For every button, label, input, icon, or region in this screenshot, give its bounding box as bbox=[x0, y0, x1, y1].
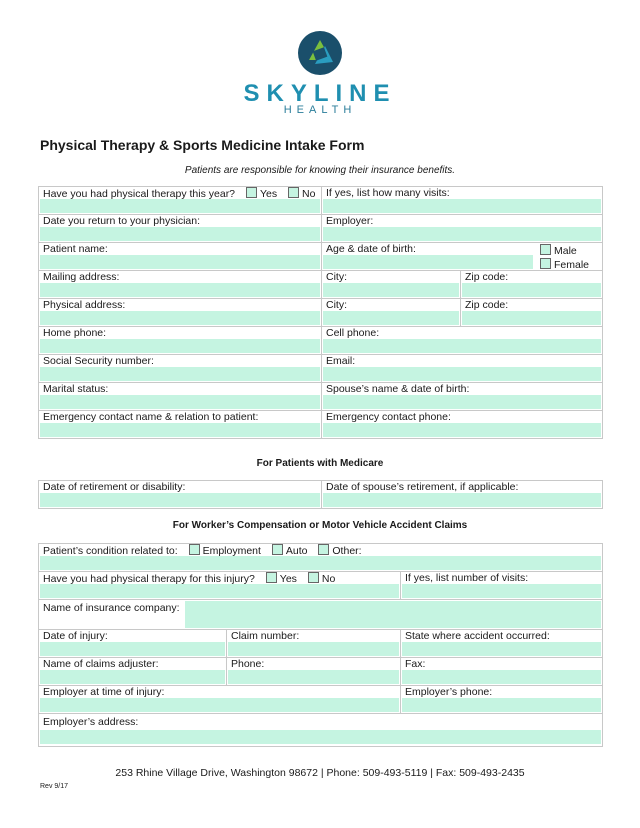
ssn-field[interactable] bbox=[40, 367, 320, 381]
emergency-phone-field[interactable] bbox=[323, 423, 601, 437]
employer-address-label: Employer’s address: bbox=[43, 716, 139, 728]
marital-label: Marital status: bbox=[43, 383, 109, 395]
state-field[interactable] bbox=[402, 642, 601, 656]
insurance-label: Name of insurance company: bbox=[43, 602, 180, 614]
retirement-label: Date of retirement or disability: bbox=[43, 481, 186, 493]
emergency-name-field[interactable] bbox=[40, 423, 320, 437]
insurance-field[interactable] bbox=[185, 601, 601, 628]
physical-field[interactable] bbox=[40, 311, 320, 325]
form-title: Physical Therapy & Sports Medicine Intake Form bbox=[40, 137, 365, 153]
email-field[interactable] bbox=[323, 367, 601, 381]
visits-field[interactable] bbox=[323, 199, 601, 213]
yes-label: Yes bbox=[259, 188, 278, 199]
injury-date-field[interactable] bbox=[40, 642, 225, 656]
physical-zip-label: Zip code: bbox=[465, 299, 509, 311]
workers-heading: For Worker’s Compensation or Motor Vehicle Accident Claims bbox=[172, 520, 468, 531]
no-label: No bbox=[302, 188, 316, 199]
condition-field[interactable] bbox=[40, 556, 601, 570]
fax-label: Fax: bbox=[405, 658, 426, 670]
emergency-name-label: Emergency contact name & relation to patient: bbox=[43, 411, 259, 423]
injury-yes-checkbox[interactable] bbox=[266, 572, 277, 583]
male-checkbox[interactable] bbox=[540, 244, 551, 255]
medicare-table bbox=[38, 480, 603, 509]
physical-zip-field[interactable] bbox=[462, 311, 601, 325]
retirement-field[interactable] bbox=[40, 493, 320, 507]
medicare-heading: For Patients with Medicare bbox=[256, 458, 384, 469]
age-dob-label: Age & date of birth: bbox=[326, 243, 416, 255]
spouse-field[interactable] bbox=[323, 395, 601, 409]
mailing-city-field[interactable] bbox=[323, 283, 459, 297]
home-phone-field[interactable] bbox=[40, 339, 320, 353]
condition-label: Patient’s condition related to: bbox=[43, 545, 178, 556]
patient-info-table bbox=[38, 186, 603, 439]
form-subtitle: Patients are responsible for knowing their insurance benefits. bbox=[184, 165, 456, 176]
adjuster-phone-field[interactable] bbox=[228, 670, 399, 684]
pt-injury-label: Have you had physical therapy for this injury? bbox=[43, 573, 255, 584]
logo bbox=[0, 30, 640, 76]
adjuster-label: Name of claims adjuster: bbox=[43, 658, 159, 670]
visits-label: If yes, list how many visits: bbox=[326, 187, 450, 199]
email-label: Email: bbox=[326, 355, 356, 367]
cell-phone-label: Cell phone: bbox=[326, 327, 380, 339]
mailing-city-label: City: bbox=[326, 271, 347, 283]
visits-num-label: If yes, list number of visits: bbox=[405, 572, 529, 584]
mailing-zip-field[interactable] bbox=[462, 283, 601, 297]
cell-phone-field[interactable] bbox=[323, 339, 601, 353]
physical-city-field[interactable] bbox=[323, 311, 459, 325]
auto-checkbox[interactable] bbox=[272, 544, 283, 555]
brand-sub: HEALTH bbox=[283, 104, 357, 116]
skyline-logo-icon bbox=[297, 30, 343, 76]
age-dob-field[interactable] bbox=[323, 255, 533, 269]
revision-label: Rev 9/17 bbox=[40, 783, 69, 790]
injury-no-checkbox[interactable] bbox=[308, 572, 319, 583]
mailing-field[interactable] bbox=[40, 283, 320, 297]
yes-checkbox[interactable] bbox=[246, 187, 257, 198]
sex-options bbox=[540, 244, 589, 272]
claim-label: Claim number: bbox=[231, 630, 300, 642]
adjuster-field[interactable] bbox=[40, 670, 225, 684]
female-label: Female bbox=[554, 259, 590, 271]
employer-time-label: Employer at time of injury: bbox=[43, 686, 165, 698]
injury-no-label: No bbox=[321, 573, 336, 584]
date-return-label: Date you return to your physician: bbox=[43, 215, 200, 227]
fax-field[interactable] bbox=[402, 670, 601, 684]
spouse-retirement-field[interactable] bbox=[323, 493, 601, 507]
pt-this-year-label: Have you had physical therapy this year? bbox=[43, 188, 236, 199]
employer-label: Employer: bbox=[326, 215, 374, 227]
brand-name: SKYLINE bbox=[243, 80, 397, 107]
auto-label: Auto bbox=[285, 545, 308, 556]
employer-time-field[interactable] bbox=[40, 698, 399, 712]
mailing-label: Mailing address: bbox=[43, 271, 120, 283]
employer-phone-field[interactable] bbox=[402, 698, 601, 712]
injury-date-label: Date of injury: bbox=[43, 630, 108, 642]
employment-checkbox[interactable] bbox=[189, 544, 200, 555]
patient-name-label: Patient name: bbox=[43, 243, 108, 255]
mailing-zip-label: Zip code: bbox=[465, 271, 509, 283]
adjuster-phone-label: Phone: bbox=[231, 658, 265, 670]
other-label: Other: bbox=[332, 545, 362, 556]
spouse-retirement-label: Date of spouse’s retirement, if applicable: bbox=[326, 481, 519, 493]
physical-city-label: City: bbox=[326, 299, 347, 311]
employer-address-field[interactable] bbox=[40, 730, 601, 744]
ssn-label: Social Security number: bbox=[43, 355, 154, 367]
other-checkbox[interactable] bbox=[318, 544, 329, 555]
home-phone-label: Home phone: bbox=[43, 327, 107, 339]
patient-name-field[interactable] bbox=[40, 255, 320, 269]
pt-injury-field[interactable] bbox=[40, 584, 399, 598]
visits-num-field[interactable] bbox=[402, 584, 601, 598]
physical-label: Physical address: bbox=[43, 299, 126, 311]
emergency-phone-label: Emergency contact phone: bbox=[326, 411, 451, 423]
female-checkbox[interactable] bbox=[540, 258, 551, 269]
pt-this-year-cell bbox=[39, 187, 322, 215]
employment-label: Employment bbox=[202, 545, 261, 556]
injury-yes-label: Yes bbox=[279, 573, 297, 584]
date-return-field[interactable] bbox=[40, 227, 320, 241]
footer-address: 253 Rhine Village Drive, Washington 98672 | Phone: 509-493-5119 | Fax: 509-493-2435 bbox=[115, 767, 525, 779]
employer-phone-label: Employer’s phone: bbox=[405, 686, 493, 698]
employer-field[interactable] bbox=[323, 227, 601, 241]
no-checkbox[interactable] bbox=[288, 187, 299, 198]
claim-field[interactable] bbox=[228, 642, 399, 656]
pt-this-year-field[interactable] bbox=[40, 199, 320, 213]
male-label: Male bbox=[554, 245, 577, 257]
state-label: State where accident occurred: bbox=[405, 630, 550, 642]
workers-table bbox=[38, 543, 603, 747]
marital-field[interactable] bbox=[40, 395, 320, 409]
spouse-label: Spouse’s name & date of birth: bbox=[326, 383, 470, 395]
